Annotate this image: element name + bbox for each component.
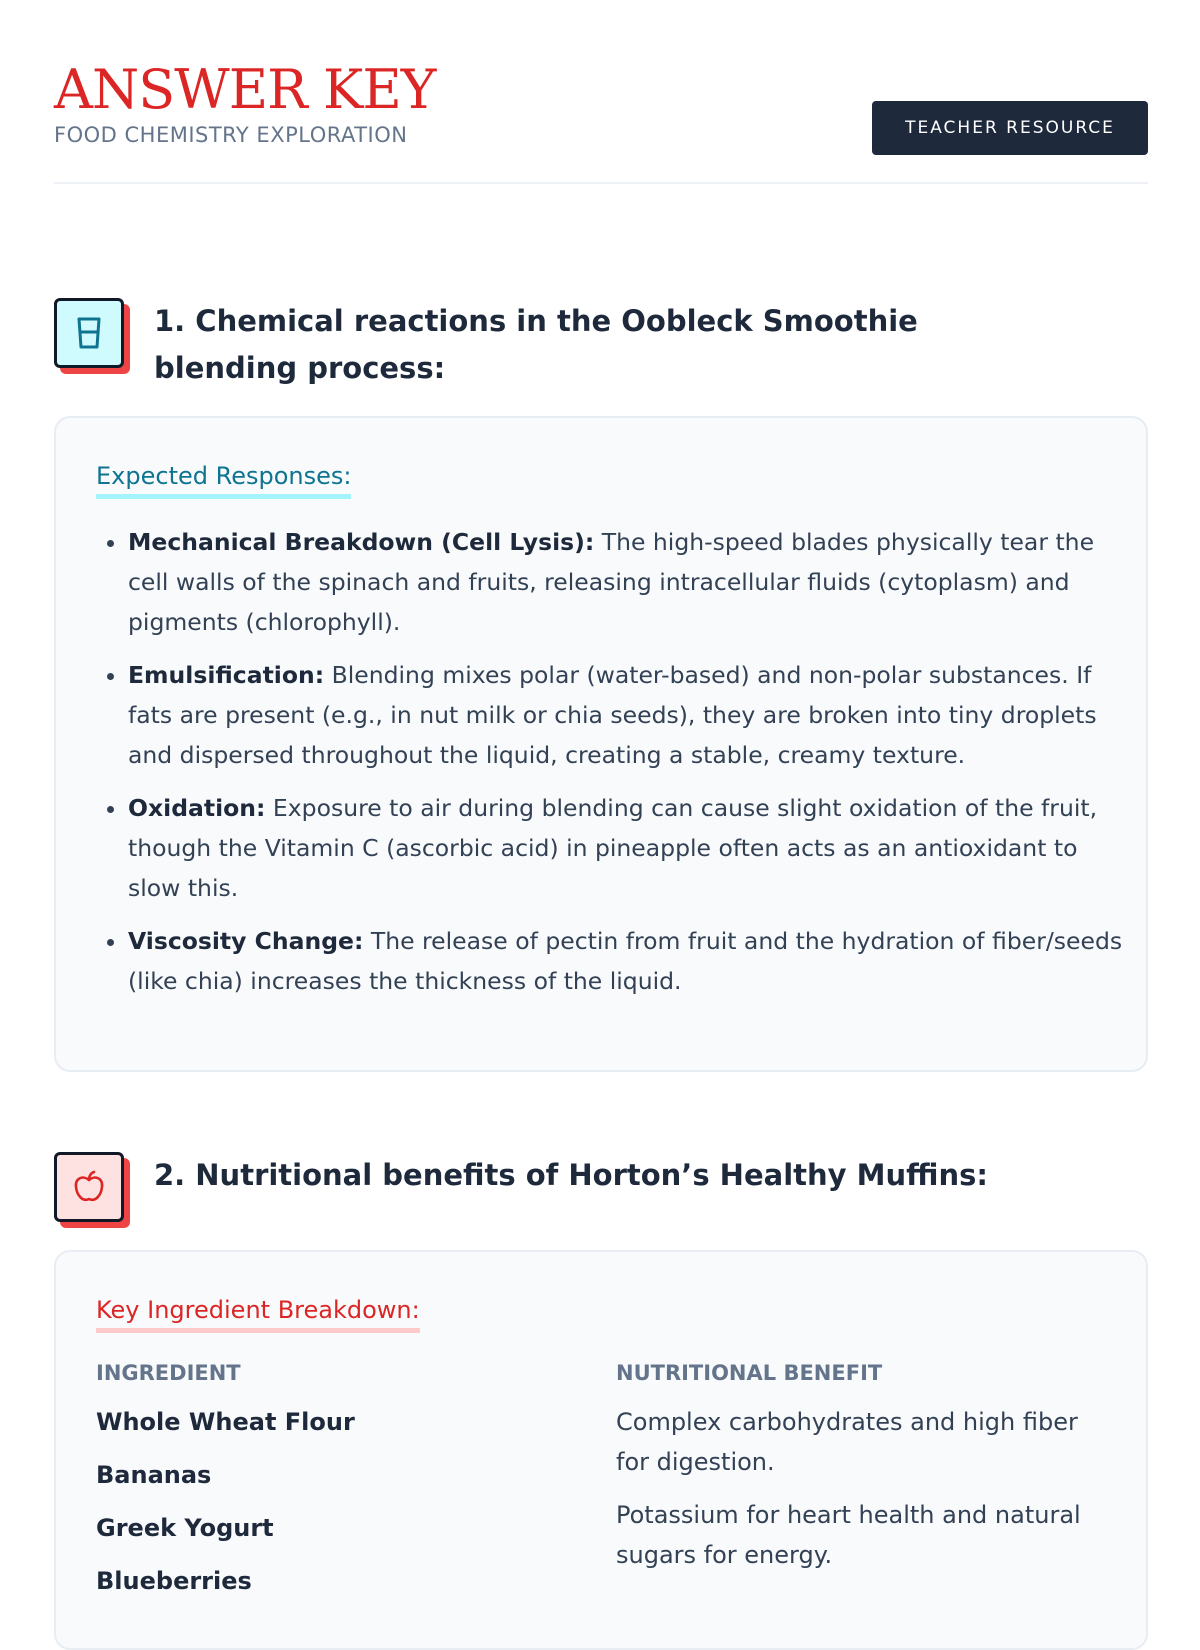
ingredient-item: Bananas [96,1461,212,1489]
item-text: Exposure to air during blending can cause slight oxidation of the fruit, though the Vitamin C (ascorbic acid) in pineapple often acts as an antioxidant to slow this. [128,794,1098,902]
list-item [128,655,1128,775]
ingredient-item: Whole Wheat Flour [96,1408,355,1436]
benefit-column-header: NUTRITIONAL BENEFIT [616,1361,883,1385]
section-1-title: 1. Chemical reactions in the Oobleck Smoothie blending process: [154,304,918,385]
page-subtitle: FOOD CHEMISTRY EXPLORATION [54,123,408,147]
expected-responses-card [54,416,1148,1072]
item-term: Mechanical Breakdown (Cell Lysis): [128,528,595,556]
section-2-title: 2. Nutritional benefits of Horton’s Healthy Muffins: [154,1158,988,1192]
ingredient-list [96,1402,556,1614]
list-item [128,522,1128,642]
expected-responses-label: Expected Responses: [96,460,351,499]
ingredient-breakdown-label: Key Ingredient Breakdown: [96,1294,420,1333]
section-1-header [54,298,1148,398]
benefit-item: Potassium for heart health and natural sugars for energy. [616,1501,1081,1569]
item-term: Oxidation: [128,794,266,822]
page-title: ANSWER KEY [54,58,436,121]
item-text: The release of pectin from fruit and the hydration of fiber/seeds (like chia) increases the thickness of the liquid. [128,927,1123,995]
ingredient-column-header: INGREDIENT [96,1361,241,1385]
benefit-list [616,1402,1116,1588]
section-2-header [54,1152,1148,1232]
item-text: Blending mixes polar (water-based) and non-polar substances. If fats are present (e.g., in nut milk or chia seeds), they are broken into tiny droplets and dispersed throughout the liquid, creating a stable, creamy texture. [128,661,1097,769]
item-text: The high-speed blades physically tear the cell walls of the spinach and fruits, releasing intracellular fluids (cytoplasm) and pigments (chlorophyll). [128,528,1095,636]
list-item [128,788,1128,908]
benefit-item: Complex carbohydrates and high fiber for digestion. [616,1408,1078,1476]
list-item [128,921,1128,1001]
ingredient-item: Blueberries [96,1567,252,1595]
ingredient-breakdown-card [54,1250,1148,1650]
page-header [54,58,1148,184]
ingredient-item: Greek Yogurt [96,1514,274,1542]
apple-icon [54,1152,124,1222]
teacher-resource-badge: TEACHER RESOURCE [872,101,1148,155]
cup-icon [54,298,124,368]
responses-list [96,522,1128,1014]
item-term: Viscosity Change: [128,927,364,955]
item-term: Emulsification: [128,661,325,689]
